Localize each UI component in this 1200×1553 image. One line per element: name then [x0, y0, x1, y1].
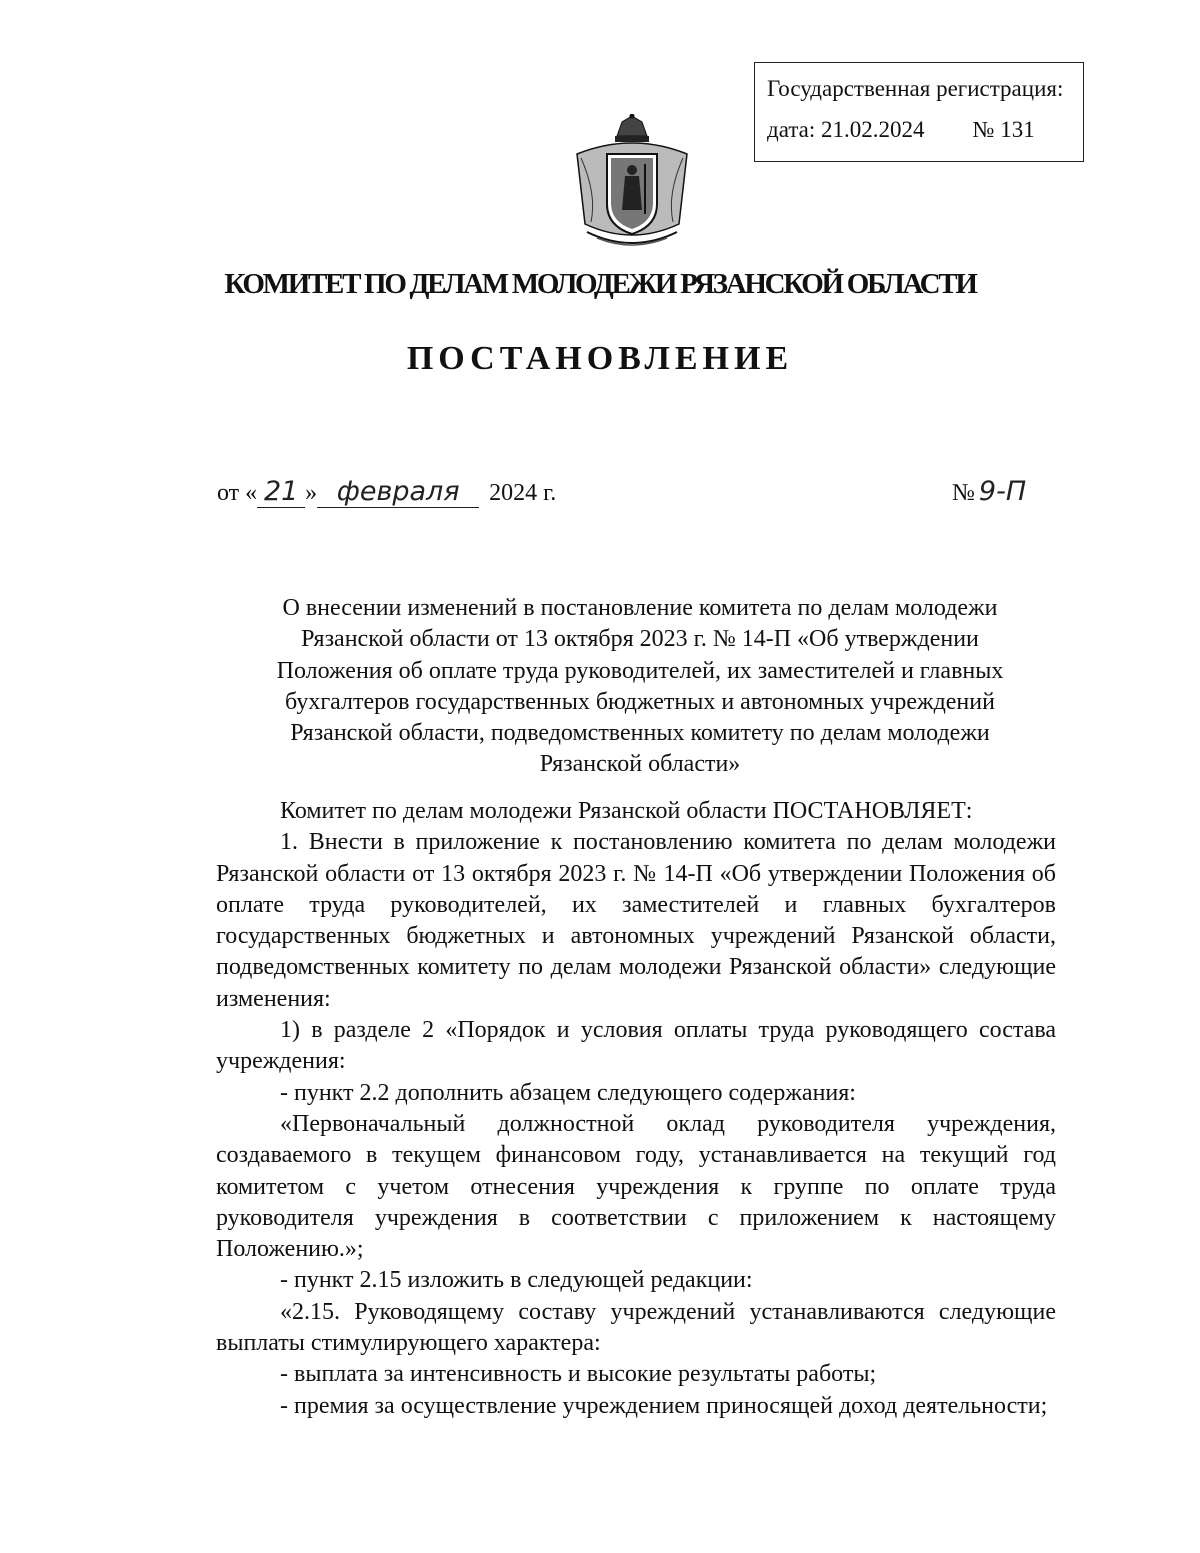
subject-line: Рязанской области, подведомственных комитету по делам молодежи: [290, 720, 990, 747]
coat-of-arms-icon: [567, 114, 697, 254]
number-handwritten: 9-П: [978, 476, 1027, 507]
registration-date: дата: 21.02.2024: [767, 117, 925, 142]
body-paragraph: 1) в разделе 2 «Порядок и условия оплаты труда руководящего состава учреждения:: [216, 1017, 1056, 1075]
organization-title: КОМИТЕТ ПО ДЕЛАМ МОЛОДЕЖИ РЯЗАНСКОЙ ОБЛАСТИ: [224, 268, 976, 300]
document-subject: [200, 593, 1080, 781]
body-paragraph: «Первоначальный должностной оклад руководителя учреждения, создаваемого в текущем финансовом году, устанавливается на текущий год комитетом с учетом отнесения учреждения к группе по оплате труда руководителя учреждения в соответствии с приложением к настоящему Положению.»;: [216, 1110, 1056, 1263]
subject-line: Рязанской области»: [539, 751, 741, 778]
body-paragraph: - премия за осуществление учреждением приносящей доход деятельности;: [280, 1392, 1048, 1419]
registration-box: [754, 62, 1084, 162]
body-paragraph: «2.15. Руководящему составу учреждений устанавливаются следующие выплаты стимулирующего характера:: [216, 1298, 1056, 1357]
number-prefix: №: [952, 480, 975, 506]
body-paragraph: Комитет по делам молодежи Рязанской области ПОСТАНОВЛЯЕТ:: [280, 798, 973, 824]
body-paragraph: - выплата за интенсивность и высокие результаты работы;: [280, 1361, 877, 1388]
document-type: ПОСТАНОВЛЕНИЕ: [406, 340, 794, 377]
body-paragraph: - пункт 2.2 дополнить абзацем следующего содержания:: [280, 1079, 856, 1106]
date-mid: »: [305, 480, 318, 506]
document-body: [216, 796, 1056, 1422]
body-paragraph: 1. Внести в приложение к постановлению комитета по делам молодежи Рязанской области от 13 октября 2023 г. № 14-П «Об утверждении Положения об оплате труда руководителей, их заместителей и главных бухгалтеров государственных бюджетных и автономных учреждений Рязанской области, подведомственных комитету по делам молодежи Рязанской области» следующие изменения:: [216, 829, 1056, 1012]
body-paragraph: - пункт 2.15 изложить в следующей редакции:: [280, 1267, 753, 1294]
date-day-handwritten: 21: [257, 476, 305, 508]
registration-title: Государственная регистрация:: [767, 76, 1064, 101]
number-line: [952, 476, 1041, 507]
subject-line: О внесении изменений в постановление комитета по делам молодежи: [282, 595, 998, 621]
registration-details: [767, 118, 1083, 141]
subject-line: Положения об оплате труда руководителей, их заместителей и главных: [276, 657, 1004, 684]
date-prefix: от «: [217, 480, 258, 506]
date-line: [217, 476, 556, 508]
subject-line: Рязанской области от 13 октября 2023 г. № 14-П «Об утверждении: [301, 626, 979, 653]
date-year: 2024 г.: [483, 480, 557, 506]
registration-number: № 131: [972, 117, 1035, 142]
date-month-handwritten: февраля: [317, 476, 479, 508]
subject-line: бухгалтеров государственных бюджетных и автономных учреждений: [285, 688, 995, 715]
